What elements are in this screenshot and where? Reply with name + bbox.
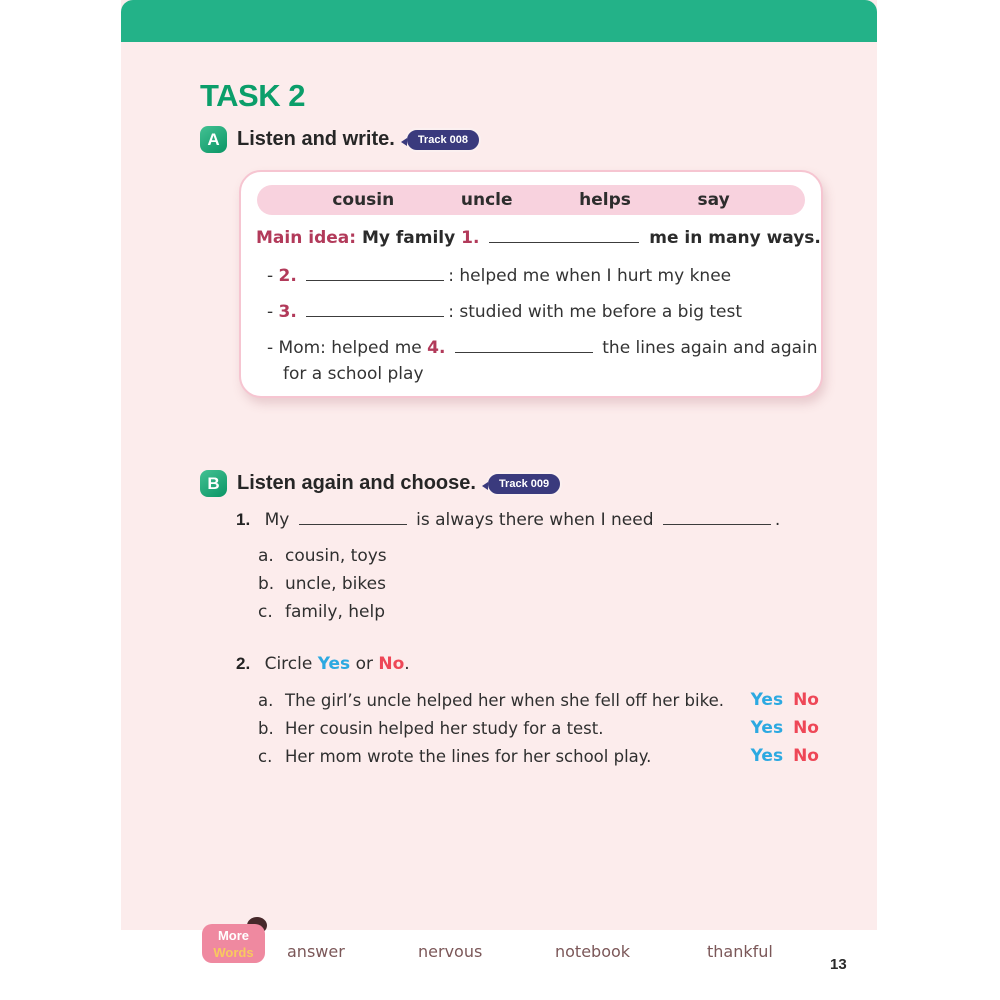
option-a[interactable] — [258, 542, 387, 570]
page-background — [121, 0, 877, 930]
no-choice[interactable]: No — [793, 718, 819, 738]
bullet-line-3 — [267, 302, 742, 322]
yes-word: Yes — [317, 654, 351, 674]
statement-row-a — [258, 686, 819, 714]
option-text: cousin, toys — [285, 546, 387, 566]
track-008-audio-badge[interactable]: Track 008 — [405, 128, 481, 152]
bullet-line-2 — [267, 266, 731, 286]
yes-choice[interactable]: Yes — [750, 690, 784, 710]
section-a-badge: A — [200, 126, 227, 153]
question-1-number: 1. — [236, 510, 251, 529]
footer-word: answer — [287, 942, 345, 961]
word-bank-word: say — [697, 190, 730, 210]
question-1-part1: My — [264, 510, 290, 530]
no-choice[interactable]: No — [793, 690, 819, 710]
footer-word: notebook — [555, 942, 631, 961]
statement-row-b — [258, 714, 819, 742]
word-bank-pill — [257, 185, 805, 215]
word-bank-word: cousin — [332, 190, 395, 210]
section-b-title: Listen again and choose. — [237, 472, 476, 494]
answer-blank-1[interactable] — [489, 229, 639, 243]
question-1-period: . — [774, 510, 781, 530]
bullet-dash: - — [267, 266, 274, 286]
section-b-header — [200, 470, 562, 497]
question-1-part2: is always there when I need — [416, 510, 654, 530]
more-words-line1: More — [217, 928, 250, 943]
option-text: uncle, bikes — [285, 574, 386, 594]
bullet-dash: - — [267, 302, 274, 322]
question-2-statements — [258, 686, 819, 770]
main-idea-label: Main idea: — [256, 228, 357, 248]
option-letter: b. — [258, 574, 275, 594]
word-bank-word: uncle — [460, 190, 513, 210]
bullet-text-after: the lines again and again — [602, 338, 818, 358]
bullet-dash: - — [267, 338, 274, 358]
task-title: TASK 2 — [200, 78, 305, 113]
statement-letter: a. — [258, 690, 274, 710]
track-009-audio-badge[interactable]: Track 009 — [486, 472, 562, 496]
option-text: family, help — [285, 602, 386, 622]
header-bar — [121, 0, 877, 42]
section-a-title: Listen and write. — [237, 128, 395, 150]
statement-text: The girl’s uncle helped her when she fell off her bike. — [285, 690, 724, 710]
question-2-or: or — [355, 654, 373, 674]
question-2-period: . — [404, 654, 410, 674]
main-idea-number: 1. — [461, 228, 480, 248]
bullet-text: : studied with me before a big test — [448, 302, 743, 322]
option-b[interactable] — [258, 570, 387, 598]
option-letter: c. — [258, 602, 273, 622]
question-1-blank-1[interactable] — [299, 511, 407, 525]
listening-card — [239, 170, 823, 398]
bullet-number: 2. — [278, 266, 297, 286]
section-b-badge: B — [200, 470, 227, 497]
bullet-text: : helped me when I hurt my knee — [448, 266, 732, 286]
statement-row-c — [258, 742, 819, 770]
bullet-text-before: Mom: helped me — [278, 338, 422, 358]
no-word: No — [378, 654, 405, 674]
question-2 — [236, 654, 410, 674]
statement-text: Her mom wrote the lines for her school play. — [285, 746, 652, 766]
statement-text: Her cousin helped her study for a test. — [285, 718, 604, 738]
more-words-line2: Words — [213, 944, 254, 960]
option-c[interactable] — [258, 598, 387, 626]
question-1-options — [258, 542, 387, 626]
question-2-part1: Circle — [264, 654, 313, 674]
section-a-header — [200, 126, 481, 153]
yes-choice[interactable]: Yes — [750, 718, 784, 738]
no-choice[interactable]: No — [793, 746, 819, 766]
answer-blank-4[interactable] — [455, 339, 593, 353]
answer-blank-2[interactable] — [306, 267, 444, 281]
main-idea-before: My family — [361, 228, 456, 248]
question-1-blank-2[interactable] — [663, 511, 771, 525]
main-idea-line — [256, 228, 821, 248]
yes-choice[interactable]: Yes — [750, 746, 784, 766]
answer-blank-3[interactable] — [306, 303, 444, 317]
word-bank-word: helps — [579, 190, 631, 210]
statement-letter: c. — [258, 746, 273, 766]
main-idea-after: me in many ways. — [649, 228, 821, 248]
footer-word: thankful — [707, 942, 773, 961]
bullet-number: 4. — [427, 338, 446, 358]
bullet-line-4-continuation: for a school play — [283, 364, 424, 384]
bullet-number: 3. — [278, 302, 297, 322]
option-letter: a. — [258, 546, 274, 566]
bullet-line-4 — [267, 338, 818, 358]
question-2-number: 2. — [236, 654, 251, 673]
page-number: 13 — [830, 956, 847, 973]
more-words-badge — [202, 924, 265, 963]
footer-word: nervous — [418, 942, 483, 961]
question-1 — [236, 510, 780, 530]
statement-letter: b. — [258, 718, 274, 738]
